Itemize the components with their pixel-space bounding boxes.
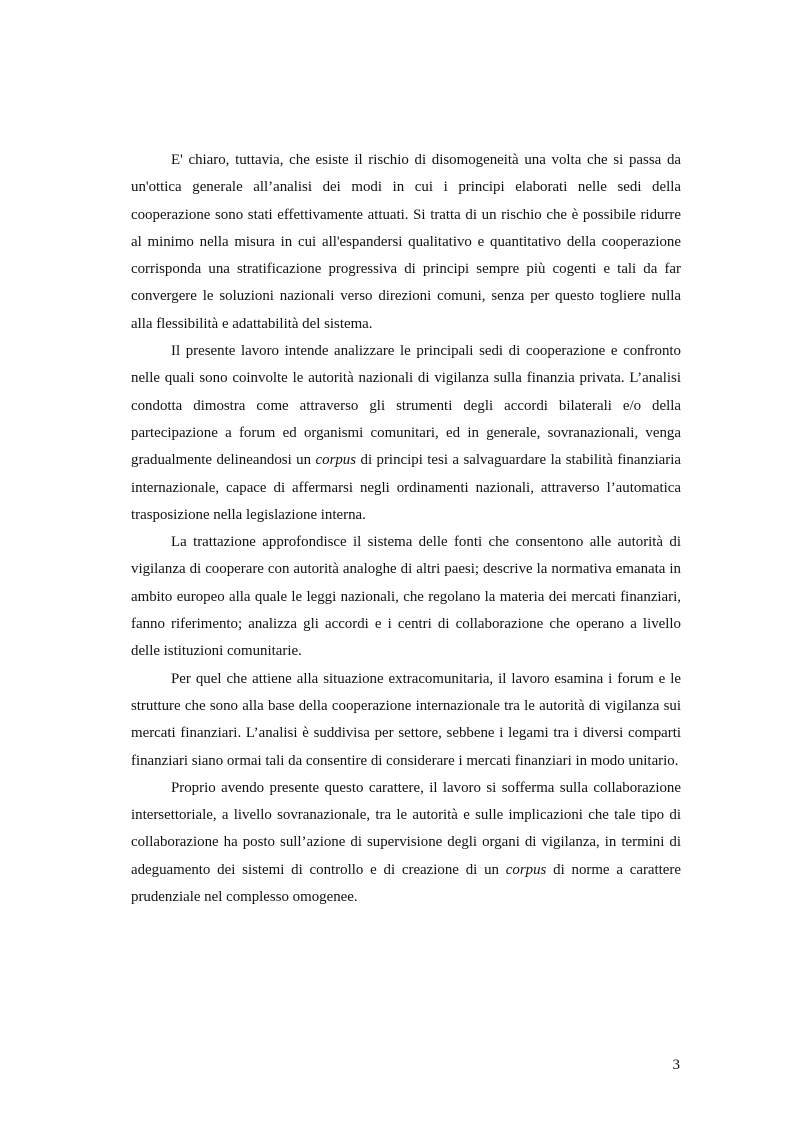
paragraph-5-italic-term: corpus xyxy=(505,861,547,878)
paragraph-1-run: E' chiaro, tuttavia, che esiste il rischio di disomogeneità una volta che si passa da un'ottica generale all’analisi dei modi in cui i principi elaborati nelle sedi della cooperazione sono stati effettivamente attuati. Si tratta di un rischio che è possibile ridurre al minimo nella misura in cui all'espandersi qualitativo e quantitativo della cooperazione corrisponda una stratificazione progressiva di principi sempre più cogenti e tali da far convergere le soluzioni nazionali verso direzioni comuni, senza per questo togliere nulla alla flessibilità e adattabilità del sistema. xyxy=(131,152,681,332)
page-number: 3 xyxy=(672,1057,680,1073)
page-body-text xyxy=(131,147,681,911)
paragraph-2-italic-term: corpus xyxy=(315,452,357,469)
paragraph-4 xyxy=(131,666,681,775)
paragraph-3-run: La trattazione approfondisce il sistema delle fonti che consentono alle autorità di vigilanza di cooperare con autorità analoghe di altri paesi; descrive la normativa emanata in ambito europeo alla quale le leggi nazionali, che regolano la materia dei mercati finanziari, fanno riferimento; analizza gli accordi e i centri di collaborazione che operano a livello delle istituzioni comunitarie. xyxy=(131,534,681,660)
paragraph-1 xyxy=(131,147,681,338)
paragraph-2 xyxy=(131,338,681,529)
paragraph-5-run-1: Proprio avendo presente questo carattere, il lavoro si sofferma sulla collaborazione intersettoriale, a livello sovranazionale, tra le autorità e sulle implicazioni che tale tipo di collaborazione ha posto sull’azione di supervisione degli organi di vigilanza, in termini di adeguamento dei sistemi di controllo e di creazione di un xyxy=(131,779,681,878)
paragraph-2-run-1: Il presente lavoro intende analizzare le principali sedi di cooperazione e confronto nelle quali sono coinvolte le autorità nazionali di vigilanza sulla finanzia privata. L’analisi condotta dimostra come attraverso gli strumenti degli accordi bilaterali e/o della partecipazione a forum ed organismi comunitari, ed in generale, sovranazionali, venga gradualmente delineandosi un xyxy=(131,343,681,469)
paragraph-3 xyxy=(131,529,681,665)
paragraph-4-run: Per quel che attiene alla situazione extracomunitaria, il lavoro esamina i forum e le strutture che sono alla base della cooperazione internazionale tra le autorità di vigilanza sui mercati finanziari. L’analisi è suddivisa per settore, sebbene i legami tra i diversi comparti finanziari siano ormai tali da consentire di considerare i mercati finanziari in modo unitario. xyxy=(131,670,681,769)
paragraph-5 xyxy=(131,775,681,911)
paragraph-5-run-2: di norme a carattere prudenziale nel complesso omogenee. xyxy=(131,861,681,906)
paragraph-2-run-2: di principi tesi a salvaguardare la stabilità finanziaria internazionale, capace di affermarsi negli ordinamenti nazionali, attraverso l’automatica trasposizione nella legislazione interna. xyxy=(131,452,681,523)
